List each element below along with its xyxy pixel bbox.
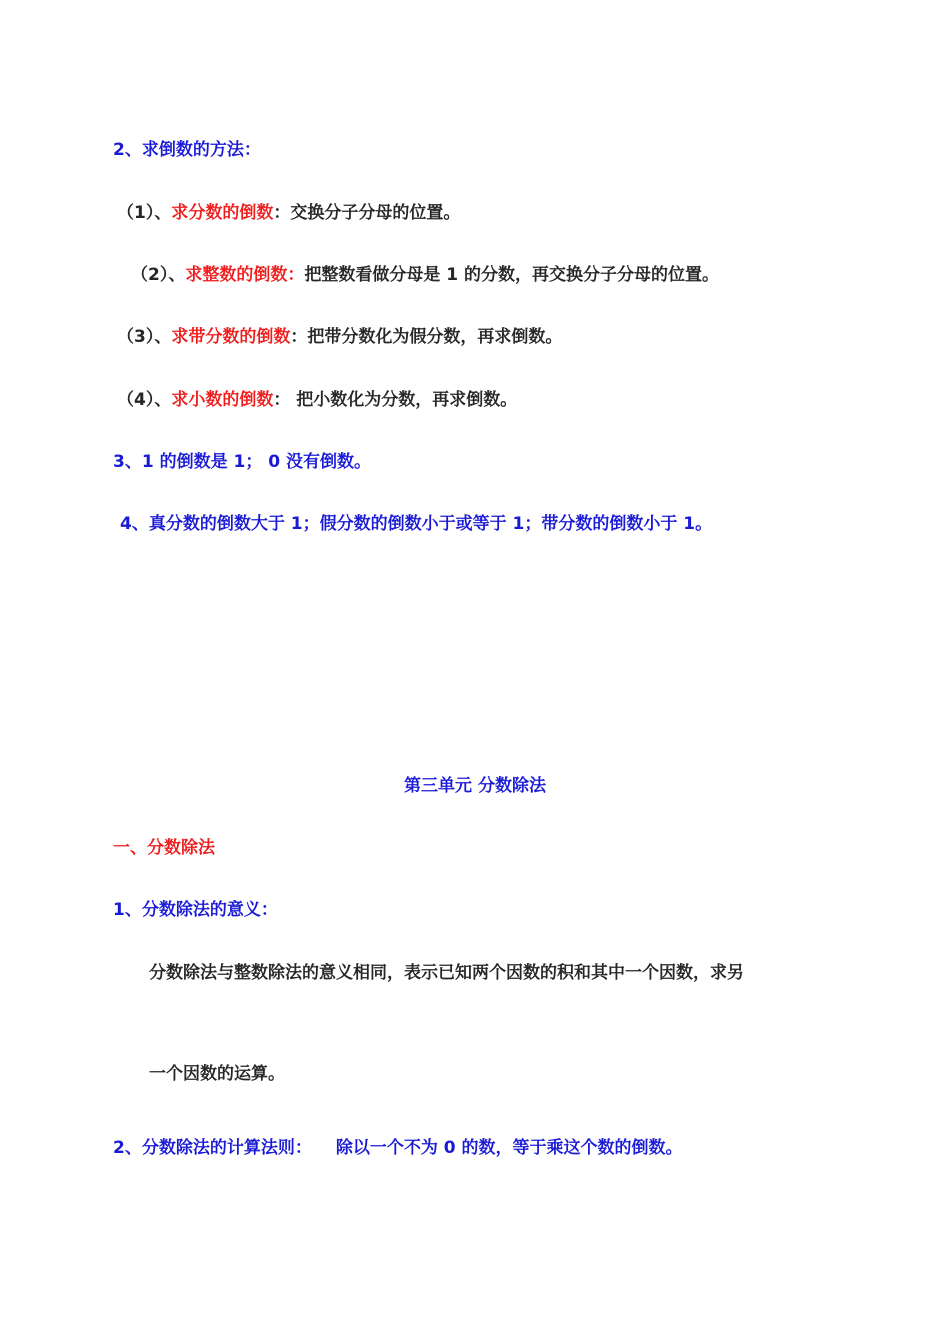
method-text: ： 把小数化为分数，再求倒数。 [273,390,518,410]
method-prefix: （4）、 [117,390,172,410]
method-text: 把整数看做分母是 1 的分数，再交换分子分母的位置。 [304,265,720,285]
method-prefix: （1）、 [117,203,172,223]
method-key: 求小数的倒数 [171,390,274,410]
point-3: 3、1 的倒数是 1； 0 没有倒数。 [113,452,371,472]
method-key: 求分数的倒数 [171,203,274,223]
method-text: ：把带分数化为假分数，再求倒数。 [290,327,563,347]
method-prefix: （3）、 [117,327,172,347]
meaning-text-line-2: 一个因数的运算。 [149,1064,285,1084]
unit-title: 第三单元 分数除法 [404,776,546,796]
meaning-text-line-1: 分数除法与整数除法的意义相同，表示已知两个因数的积和其中一个因数，求另 [149,963,744,983]
method-item-4 [117,389,517,411]
section-heading-reciprocal-methods: 2、求倒数的方法： [113,140,261,160]
part-1-title: 一、分数除法 [113,838,215,858]
rule-heading: 2、分数除法的计算法则： [113,1138,312,1158]
method-prefix: （2）、 [131,265,186,285]
rule-text: 除以一个不为 0 的数，等于乘这个数的倒数。 [335,1138,683,1158]
method-text: ：交换分子分母的位置。 [273,203,461,223]
method-item-1 [117,202,460,224]
method-key: 求整数的倒数： [185,265,305,285]
meaning-heading: 1、分数除法的意义： [113,900,278,920]
rule-line [113,1137,683,1159]
method-item-3 [117,326,562,348]
point-4: 4、真分数的倒数大于 1；假分数的倒数小于或等于 1；带分数的倒数小于 1。 [120,514,713,534]
method-item-2 [131,264,719,286]
method-key: 求带分数的倒数 [171,327,291,347]
